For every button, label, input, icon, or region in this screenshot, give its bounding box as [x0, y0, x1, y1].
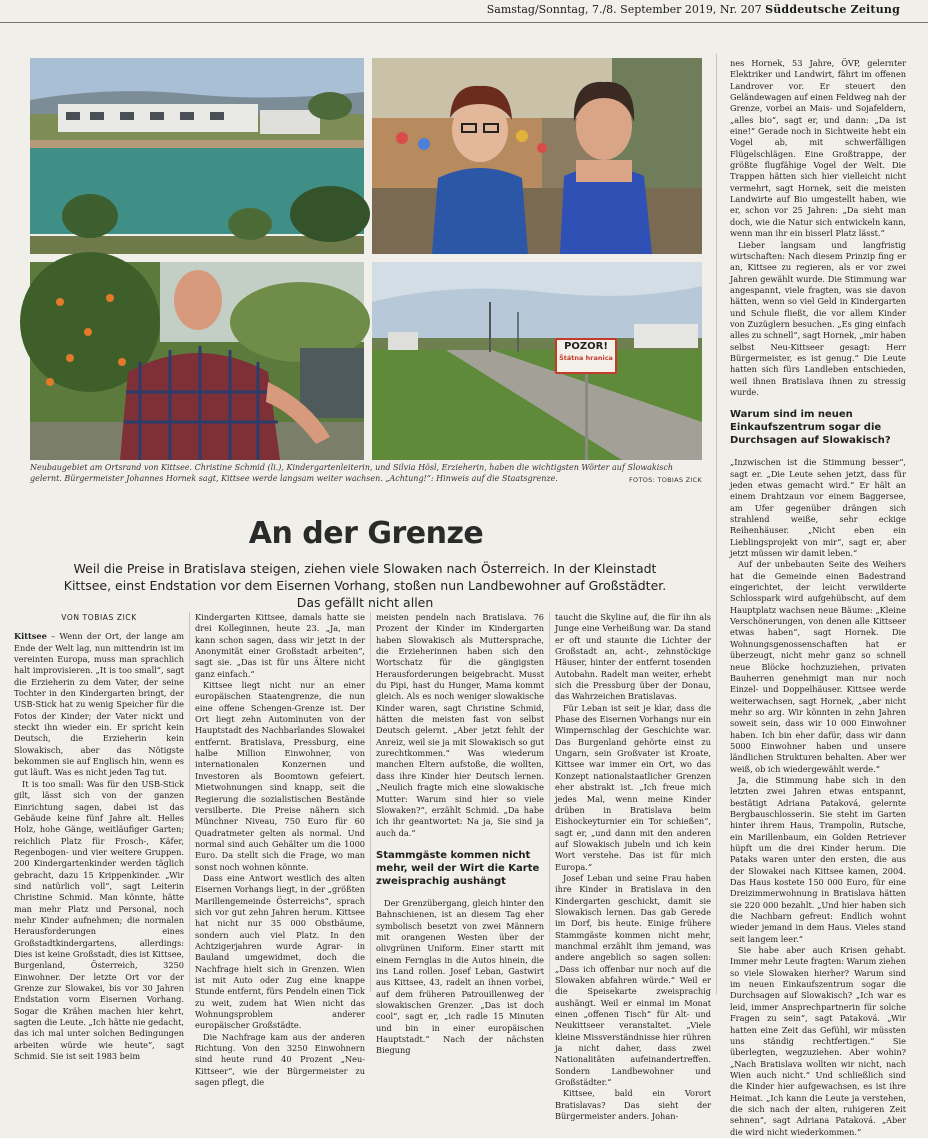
sign-title: POZOR! — [564, 341, 608, 352]
paragraph: Josef Leban und seine Frau haben ihre Kinder in Bratislava in den Kindergarten geschickt, damit sie Slowakisch lernen. Das gab Gerede im Dorf, bis heute. Einige frühere Stammgäste kommen nicht mehr, manchmal erzählt ihm jemand, was andere angeblich so sagen sollen: „Dass ich offenbar nur noch auf die Slowaken abfahren würde.“ Weil er die Speisekarte zweisprachig aushängt. Weil er einmal im Monat einen „offenen Tisch“ für Alt- und Neukittseer veranstaltet. „Viele kleine Missverständnisse hier rühren ja nicht daher, dass zwei Nationalitäten aufeinandertreffen. Sondern Landbewohner und Großstädter.“ — [555, 872, 711, 1088]
photo-credit: FOTOS: TOBIAS ZICK — [629, 476, 702, 484]
masthead-line — [487, 3, 900, 16]
article-column-2 — [195, 612, 365, 1088]
deck: Weil die Preise in Bratislava steigen, ziehen viele Slowaken nach Österreich. In der Kleinstadt Kittsee, einst Endstation vor dem Eisernen Vorhang, stoßen nun Landbewohner auf Großstädter. Das gefällt nicht allen — [63, 561, 667, 610]
paragraph: It is too small: Was für den USB-Stick gilt, lässt sich von der ganzen Einrichtung sagen, dabei ist das Gebäude keine fünf Jahre alt. Helles Holz, hohe Gänge, weitläufiger Garten; reichlich Platz für Frosch-, Käfer, Regenbogen- und vier weitere Gruppen. 200 Kindergartenkinder werden täglich gebracht, dazu 15 Krippenkinder. „Wir sind natürlich voll“, sagt Leiterin Christine Schmid. Man könnte, hätte man mehr Platz und Personal, noch mehr Kinder aufnehmen; die normalen Herausforderungen eines Großstadtkindergartens, allerdings: Dies ist keine Großstadt, dies ist Kittsee, Burgenland, Österreich, 3250 Einwohner. Der letzte Ort vor der Grenze zur Slowakei, bis vor 30 Jahren Endstation vorm Eisernen Vorhang. Sogar die Krähen machen hier kehrt, sagten die Leute. „Ich hätte nie gedacht, das ich mal unter solchen Bedingungen arbeiten würde wie heute“, sagt Schmid. Sie ist seit 1983 beim — [14, 778, 184, 1062]
paragraph: nes Hornek, 53 Jahre, ÖVP, gelernter Elektriker und Landwirt, fährt im offenen Landrover vor. Er steuert den Geländewagen auf einen Feldweg nah der Grenze, vorbei an Mais- und Sojafeldern, „alles bio“, sagt er, und dann: „Da ist eine!“ Gerade noch in Sichtweite hebt ein Vogel ab, mit schwerfälligen Flügelschlägen. Eine Großtrappe, der größte flugfähige Vogel der Welt. Die Trappen hätten sich hier vielleicht nicht vermehrt, sagt Hornek, seit die meisten Landwirte auf Bio umgestellt haben, wie er, schon vor 25 Jahren: „Da sieht man doch, wie die Natur sich entwickeln kann, wenn man ihr ein bisserl Platz lässt.“ — [730, 58, 906, 239]
article-column-1 — [14, 612, 184, 1062]
border-road-illustration — [372, 262, 702, 460]
paragraph: meisten pendeln nach Bratislava. 76 Prozent der Kinder im Kindergarten haben Slowakisch als Muttersprache, die Erzieherinnen haben sich den Wortschatz für die gängigsten Herausforderungen beigebracht. Musst du Pipi, hast du Hunger, Mama kommt gleich. Als es noch weniger slowakische Kinder waren, sagt Christine Schmid, hätten die meisten fast von selbst Deutsch gelernt. „Aber jetzt fehlt der Anreiz, weil sie ja mit Slowakisch so gut zurechtkommen.“ Was wiederum manchen Eltern aufstoße, die wollten, dass ihre Kinder hier Deutsch lernen. „Neulich fragte mich eine slowakische Mutter: Warum sind hier so viele Slowaken?“, erzählt Schmid. „Da habe ich ihr geantwortet: Na ja, Sie sind ja auch da.“ — [376, 612, 544, 838]
newspaper-brand: Süddeutsche Zeitung — [765, 3, 900, 16]
column-divider — [189, 612, 190, 992]
photo-caption: Neubaugebiet am Ortsrand von Kittsee. Christine Schmid (li.), Kindergartenleiterin, und Silvia Hösl, Erzieherin, haben die wichtigsten Wörter auf Slowakisch gelernt. Bürgermeister Johannes Hornek sagt, Kittsee werde langsam weiter wachsen. „Achtung!“: Hinweis auf die Staatsgrenze. — [30, 463, 674, 483]
issue-date: Samstag/Sonntag, 7./8. September 2019, Nr. 207 — [486, 3, 762, 16]
column-divider — [370, 612, 371, 992]
subheading: Stammgäste kommen nicht mehr, weil der Wirt die Karte zweisprachig aushängt — [376, 849, 540, 887]
paragraph: Kittsee, bald ein Vorort Bratislavas? Das sieht der Bürgermeister anders. Johan- — [555, 1088, 711, 1122]
paragraph: Lieber langsam und langfristig wirtschaften: Nach diesem Prinzip fing er an, Kittsee zu regieren, als er vor zwei Jahren gewählt wurde. Die Stimmung war angespannt, viele fragten, was sie davon hätten, wenn so viel Geld in Kindergarten und Schule fließt, die vor allem Kinder von Zuzüglern besuchen. „Es ging einfach alles zu schnell“, sagt Hornek, „mir haben selbst Neu-Kittseer gesagt: Herr Bürgermeister, es ist genug.“ Die Leute hatten sich fürs Landleben entschieden, weil ihnen Bratislava ihnen zu stressig wurde. — [730, 239, 906, 397]
photo-mayor-orchard — [30, 262, 364, 460]
kindergarten-illustration — [372, 58, 702, 254]
paragraph: Kindergarten Kittsee, damals hatte sie drei Kolleginnen, heute 23. „Ja, man kann schon sagen, dass wir jetzt in der Anonymität einer Großstadt arbeiten“, sagt sie. „Das ist für uns Ältere nicht ganz einfach.“ — [195, 612, 365, 679]
paragraph: Ja, die Stimmung habe sich in den letzten zwei Jahren etwas entspannt, bestätigt Adriana Pataková, gelernte Bergbauschlosserin. Sie steht im Garten hinter ihrem Haus, Trampolin, Rutsche, ein Marillenbaum, ein Golden Retriever hüpft um die drei Kinder herum. Die Pataks waren unter den ersten, die aus der Slowakei nach Kittsee kamen, 2004. Das Haus kostete 150 000 Euro, für eine Dreizimmerwohnung in Bratislava hätten sie 220 000 bezahlt. „Und hier haben sich die Nachbarn gefreut: Endlich wohnt wieder jemand in dem Haus. Vieles stand seit langem leer.“ — [730, 774, 906, 944]
paragraph: Sie habe aber auch Krisen gehabt. Immer mehr Leute fragten: Warum ziehen so viele Slowaken hierher? Warum sind im neuen Einkaufszentrum sogar die Durchsagen auf Slowakisch? „Ich war es leid, immer Ansprechpartnerin für solche Fragen zu sein“, sagt Pataková. „Wir hatten eine Zeit das Gefühl, wir müssten uns ständig rechtfertigen.“ Sie überlegten, wegzuziehen. Aber wohin? „Nach Bratislava wollten wir nicht, nach Wien auch nicht.“ Und schließlich sind die Kinder hier aufgewachsen, es ist ihre Heimat. „Ich kann die Leute ja verstehen, die sich nach der alten, ruhigeren Zeit sehnen“, sagt Adriana Pataková. „Aber die wird nicht wiederkommen.“ — [730, 945, 906, 1137]
paragraph: Die Nachfrage kam aus der anderen Richtung. Von den 3250 Einwohnern sind heute rund 40 Prozent „Neu-Kittseer“, wie der Bürgermeister zu sagen pflegt, die — [195, 1031, 365, 1088]
paragraph: Auf der unbebauten Seite des Weihers hat die Gemeinde einen Badestrand eingerichtet, der leicht verwilderte Schlosspark wird aufgehübscht, auf dem Hauptplatz wachsen neue Bäume: „Kleine Verschönerungen, von denen alle Kittseer etwas haben“, sagt Hornek. Die Wohnungsgenossenschaften hat er überzeugt, nicht mehr ganz so schnell neue Blöcke hochzuziehen, privaten Bauherren genehmigt man nur noch Einzel- und Doppelhäuser. Kittsee werde weiterwachsen, sagt Hornek, „aber nicht mehr so arg. Wir könnten in zehn Jahren soweit sein, dass wir 10 000 Einwohner haben. Ich bin eher dafür, dass wir dann 5000 Einwohner haben und unsere ländlichen Strukturen behalten. Aber wer weiß, ob ich wiedergewählt werde.“ — [730, 559, 906, 774]
sign-post — [585, 374, 588, 460]
dateline: Kittsee — [14, 631, 47, 642]
subheading: Warum sind im neuen Einkaufszentrum sogar die Durchsagen auf Slowakisch? — [730, 409, 891, 447]
article-column-4 — [555, 612, 711, 1122]
paragraph: taucht die Skyline auf, die für ihn als Junge eine Verheißung war. Da stand er oft und staunte die Lichter der Großstadt an, acht-, zehnstöckige Häuser, hinter der entfernt tosenden Autobahn. Radelt man weiter, erhebt sich die Pressburg über der Donau, das Wahrzeichen Bratislavas. — [555, 612, 711, 702]
masthead — [0, 0, 928, 23]
paragraph: Dass eine Antwort westlich des alten Eisernen Vorhangs liegt, in der „größten Marillengemeinde Österreichs“, sprach sich vor gut zehn Jahren herum. Kittsee hat nicht nur 35 000 Obstbäume, sondern auch viel Platz. In den Achtzigerjahren wurde Agrar- in Bauland umgewidmet, doch die Nachfrage hielt sich in Grenzen. Wien ist mit Auto oder Zug eine knappe Stunde entfernt, fürs Pendeln einen Tick zu weit, zudem hat Wien nicht das Wohnungsproblem anderer europäischer Großstädte. — [195, 872, 365, 1031]
byline: VON TOBIAS ZICK — [61, 613, 137, 622]
article-column-5 — [730, 58, 906, 1137]
paragraph: Kittsee liegt nicht nur an einer europäischen Staatengrenze, die nun eine offene Schengen-Grenze ist. Der Ort liegt zehn Autominuten von der Hauptstadt des Nachbarlandes Slowakei entfernt. Bratislava, Pressburg, eine halbe Million Einwohner, von internationalen Konzernen und Investoren als Boomtown gefeiert. Mietwohnungen sind knapp, seit die Regierung die sozialistischen Bestände versilberte. Die Preise nähern sich Münchner Niveau, 750 Euro für 60 Quadratmeter gelten als normal. Und normal sind auch Gehälter um die 1000 Euro. Da stellt sich die Frage, wo man sonst noch wohnen könnte. — [195, 680, 365, 872]
paragraph: Kittsee – Wenn der Ort, der lange am Ende der Welt lag, nun mittendrin ist im vereinten Europa, muss man sprachlich halt improvisieren. „It is too small“, sagt die Erzieherin zu dem Vater, der seine Tochter in den Kindergarten bringt, der USB-Stick hat zu wenig Speicher für die Fotos der Kinder; der Vater nickt und steckt ihn wieder ein. Er spricht kein Deutsch, die Erzieherin kein Slowakisch, aber das Nötigste bekommen sie auf Englisch hin, wenn es gut läuft. Was es nicht jeden Tag tut. — [14, 631, 184, 778]
photo-lake-new-houses — [30, 58, 364, 254]
headline: An der Grenze — [248, 516, 484, 551]
photo-kindergarten-staff — [372, 58, 702, 254]
article-column-3 — [376, 612, 544, 1056]
column-divider — [549, 612, 550, 992]
border-warning-sign — [555, 338, 617, 374]
photo-border-sign — [372, 262, 702, 460]
paragraph: „Inzwischen ist die Stimmung besser“, sagt er. „Die Leute sehen jetzt, dass für jeden etwas gemacht wird.“ Er hält an einem Drahtzaun vor einem Baggersee, am Ufer gegenüber drängen sich strahlend weiße, sehr eckige Reihenhäuser. „Nicht eben ein Lieblingsprojekt von mir“, sagt er, aber jetzt müssen wir damit leben.“ — [730, 457, 906, 559]
lake-illustration — [30, 58, 364, 254]
paragraph: Für Leban ist seit je klar, dass die Phase des Eisernen Vorhangs nur ein Wimpernschlag der Geschichte war. Das Burgenland gehörte einst zu Ungarn, sein Großvater ist Kroate, Kittsee war immer ein Ort, wo das Konzept nationalstaatlicher Grenzen eher abstrakt ist. „Ich freue mich jedes Mal, wenn meine Kinder drüben in Bratislava beim Eishockeyturnier ein Tor schießen“, sagt er, „und dann mit den anderen auf Slowakisch jubeln und ich kein Wort verstehe. Das ist für mich Europa.“ — [555, 702, 711, 872]
sign-subtitle: Štátna hranica — [559, 354, 613, 362]
column-divider — [716, 54, 717, 994]
paragraph: Der Grenzübergang, gleich hinter den Bahnschienen, ist an diesem Tag eher symbolisch besetzt von zwei Männern mit orangenen Westen über der olivgrünen Uniform. Einer startt mit einem Fernglas in die Autos hinein, die ins Land rollen. Josef Leban, Gastwirt aus Kittsee, 43, radelt an ihnen vorbei, auf dem früheren Patrouillenweg der slowakischen Grenzer. „Das ist doch cool“, sagt er, „ich radle 15 Minuten und bin in einer europäischen Hauptstadt.“ Nach der nächsten Biegung — [376, 897, 544, 1056]
orchard-illustration — [30, 262, 364, 460]
